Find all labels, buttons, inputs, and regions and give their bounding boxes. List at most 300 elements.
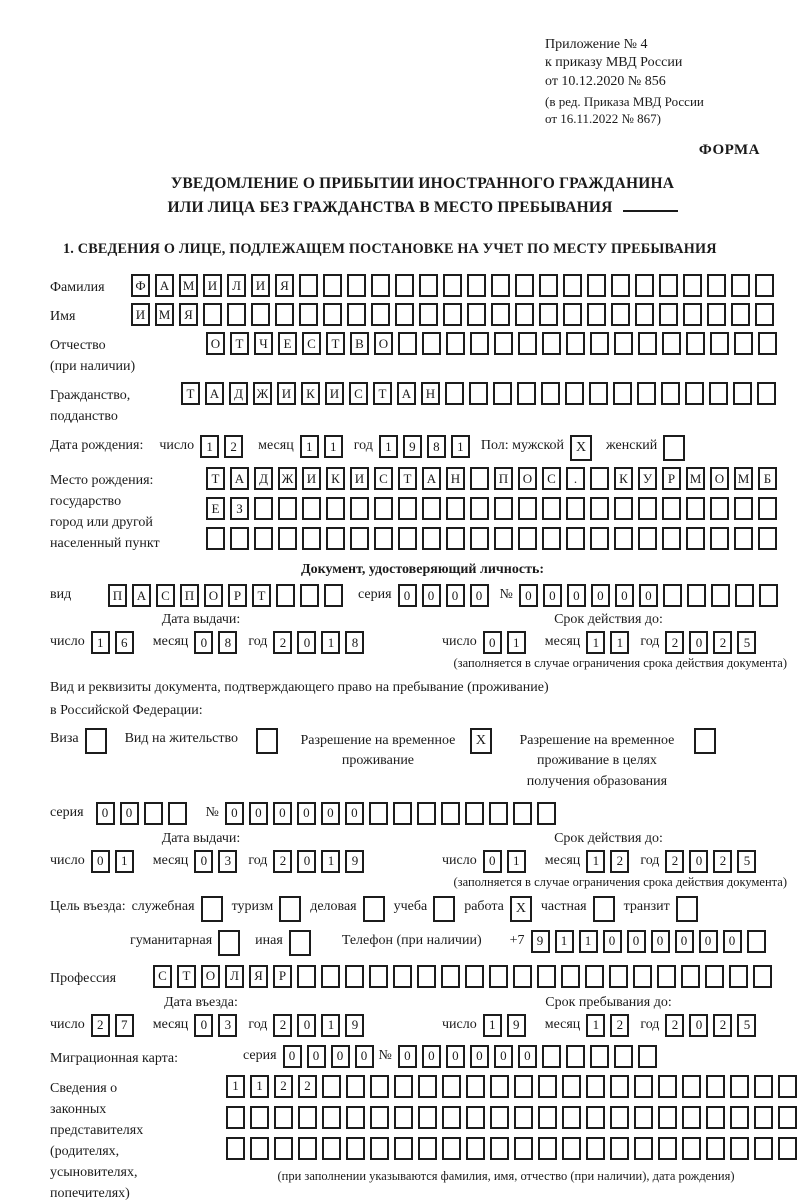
char-cell[interactable] bbox=[347, 274, 366, 297]
char-cell[interactable] bbox=[445, 382, 464, 405]
char-cell[interactable]: 0 bbox=[283, 1045, 302, 1068]
char-cell[interactable] bbox=[417, 965, 436, 988]
char-cell[interactable] bbox=[658, 1106, 677, 1129]
char-cell[interactable] bbox=[587, 303, 606, 326]
char-cell[interactable] bbox=[442, 1075, 461, 1098]
char-cell[interactable]: 0 bbox=[675, 930, 694, 953]
char-cell[interactable] bbox=[659, 303, 678, 326]
purpose-transit-checkbox[interactable] bbox=[676, 896, 698, 922]
char-cell[interactable] bbox=[589, 382, 608, 405]
char-cell[interactable]: 0 bbox=[297, 850, 316, 873]
char-cell[interactable]: Ж bbox=[253, 382, 272, 405]
sex-female-checkbox[interactable] bbox=[663, 435, 685, 461]
char-cell[interactable] bbox=[418, 1075, 437, 1098]
char-cell[interactable]: 2 bbox=[665, 631, 684, 654]
char-cell[interactable] bbox=[441, 965, 460, 988]
char-cell[interactable]: 1 bbox=[586, 1014, 605, 1037]
char-cell[interactable] bbox=[566, 332, 585, 355]
char-cell[interactable] bbox=[517, 382, 536, 405]
char-cell[interactable] bbox=[513, 802, 532, 825]
char-cell[interactable] bbox=[635, 303, 654, 326]
char-cell[interactable] bbox=[590, 497, 609, 520]
char-cell[interactable]: 2 bbox=[610, 1014, 629, 1037]
char-cell[interactable]: 9 bbox=[531, 930, 550, 953]
char-cell[interactable]: 0 bbox=[567, 584, 586, 607]
char-cell[interactable] bbox=[442, 1137, 461, 1160]
char-cell[interactable]: 0 bbox=[699, 930, 718, 953]
char-cell[interactable]: 0 bbox=[446, 1045, 465, 1068]
char-cell[interactable]: 0 bbox=[543, 584, 562, 607]
char-cell[interactable]: 0 bbox=[297, 802, 316, 825]
char-cell[interactable]: 3 bbox=[218, 1014, 237, 1037]
char-cell[interactable]: 1 bbox=[483, 1014, 502, 1037]
char-cell[interactable]: И bbox=[325, 382, 344, 405]
char-cell[interactable]: О bbox=[710, 467, 729, 490]
residence-permit-checkbox[interactable] bbox=[256, 728, 278, 754]
char-cell[interactable] bbox=[446, 497, 465, 520]
char-cell[interactable]: С bbox=[153, 965, 172, 988]
char-cell[interactable] bbox=[422, 527, 441, 550]
char-cell[interactable]: 0 bbox=[422, 1045, 441, 1068]
char-cell[interactable]: 0 bbox=[615, 584, 634, 607]
char-cell[interactable] bbox=[467, 274, 486, 297]
char-cell[interactable] bbox=[302, 497, 321, 520]
char-cell[interactable] bbox=[298, 1137, 317, 1160]
char-cell[interactable]: 2 bbox=[273, 631, 292, 654]
char-cell[interactable]: Ф bbox=[131, 274, 150, 297]
char-cell[interactable] bbox=[537, 802, 556, 825]
char-cell[interactable]: М bbox=[734, 467, 753, 490]
char-cell[interactable]: 0 bbox=[519, 584, 538, 607]
char-cell[interactable]: 2 bbox=[273, 1014, 292, 1037]
char-cell[interactable] bbox=[417, 802, 436, 825]
char-cell[interactable]: В bbox=[350, 332, 369, 355]
char-cell[interactable] bbox=[346, 1106, 365, 1129]
char-cell[interactable] bbox=[663, 584, 682, 607]
char-cell[interactable]: И bbox=[350, 467, 369, 490]
char-cell[interactable]: 2 bbox=[713, 850, 732, 873]
char-cell[interactable] bbox=[731, 303, 750, 326]
char-cell[interactable]: 6 bbox=[115, 631, 134, 654]
char-cell[interactable]: А bbox=[397, 382, 416, 405]
char-cell[interactable] bbox=[299, 274, 318, 297]
char-cell[interactable]: С bbox=[349, 382, 368, 405]
char-cell[interactable] bbox=[687, 584, 706, 607]
char-cell[interactable] bbox=[514, 1137, 533, 1160]
char-cell[interactable] bbox=[778, 1075, 797, 1098]
char-cell[interactable]: И bbox=[277, 382, 296, 405]
char-cell[interactable] bbox=[538, 1137, 557, 1160]
char-cell[interactable] bbox=[754, 1137, 773, 1160]
char-cell[interactable] bbox=[539, 274, 558, 297]
char-cell[interactable] bbox=[614, 1045, 633, 1068]
char-cell[interactable] bbox=[614, 332, 633, 355]
char-cell[interactable]: 0 bbox=[651, 930, 670, 953]
char-cell[interactable] bbox=[685, 382, 704, 405]
char-cell[interactable] bbox=[734, 497, 753, 520]
char-cell[interactable] bbox=[230, 527, 249, 550]
char-cell[interactable]: 1 bbox=[91, 631, 110, 654]
char-cell[interactable]: Т bbox=[206, 467, 225, 490]
char-cell[interactable]: 0 bbox=[446, 584, 465, 607]
char-cell[interactable]: 8 bbox=[345, 631, 364, 654]
char-cell[interactable] bbox=[753, 965, 772, 988]
char-cell[interactable]: О bbox=[204, 584, 223, 607]
char-cell[interactable] bbox=[686, 497, 705, 520]
char-cell[interactable]: 2 bbox=[665, 1014, 684, 1037]
char-cell[interactable] bbox=[371, 274, 390, 297]
char-cell[interactable]: 1 bbox=[321, 850, 340, 873]
char-cell[interactable] bbox=[541, 382, 560, 405]
purpose-other-checkbox[interactable] bbox=[289, 930, 311, 956]
char-cell[interactable] bbox=[323, 303, 342, 326]
char-cell[interactable]: З bbox=[230, 497, 249, 520]
char-cell[interactable]: 8 bbox=[218, 631, 237, 654]
char-cell[interactable] bbox=[707, 303, 726, 326]
char-cell[interactable] bbox=[168, 802, 187, 825]
char-cell[interactable] bbox=[394, 1075, 413, 1098]
char-cell[interactable] bbox=[494, 332, 513, 355]
char-cell[interactable] bbox=[758, 332, 777, 355]
char-cell[interactable]: 0 bbox=[591, 584, 610, 607]
char-cell[interactable] bbox=[321, 965, 340, 988]
char-cell[interactable]: С bbox=[156, 584, 175, 607]
char-cell[interactable]: О bbox=[201, 965, 220, 988]
char-cell[interactable] bbox=[634, 1106, 653, 1129]
char-cell[interactable] bbox=[586, 1075, 605, 1098]
purpose-humanitarian-checkbox[interactable] bbox=[218, 930, 240, 956]
char-cell[interactable] bbox=[374, 527, 393, 550]
char-cell[interactable]: П bbox=[108, 584, 127, 607]
char-cell[interactable]: 0 bbox=[470, 1045, 489, 1068]
char-cell[interactable]: Я bbox=[249, 965, 268, 988]
char-cell[interactable]: О bbox=[518, 467, 537, 490]
char-cell[interactable]: 0 bbox=[273, 802, 292, 825]
char-cell[interactable] bbox=[514, 1075, 533, 1098]
char-cell[interactable] bbox=[346, 1075, 365, 1098]
char-cell[interactable]: Т bbox=[252, 584, 271, 607]
char-cell[interactable]: 0 bbox=[398, 1045, 417, 1068]
char-cell[interactable] bbox=[539, 303, 558, 326]
char-cell[interactable] bbox=[562, 1137, 581, 1160]
char-cell[interactable]: 2 bbox=[665, 850, 684, 873]
char-cell[interactable] bbox=[633, 965, 652, 988]
char-cell[interactable]: 0 bbox=[470, 584, 489, 607]
char-cell[interactable]: 1 bbox=[451, 435, 470, 458]
char-cell[interactable]: Р bbox=[662, 467, 681, 490]
char-cell[interactable] bbox=[395, 274, 414, 297]
char-cell[interactable] bbox=[298, 1106, 317, 1129]
char-cell[interactable] bbox=[683, 303, 702, 326]
char-cell[interactable]: 1 bbox=[115, 850, 134, 873]
char-cell[interactable] bbox=[278, 497, 297, 520]
char-cell[interactable] bbox=[538, 1075, 557, 1098]
char-cell[interactable]: 0 bbox=[398, 584, 417, 607]
char-cell[interactable]: 0 bbox=[321, 802, 340, 825]
char-cell[interactable] bbox=[586, 1137, 605, 1160]
visa-checkbox[interactable] bbox=[85, 728, 107, 754]
char-cell[interactable]: А bbox=[205, 382, 224, 405]
char-cell[interactable] bbox=[755, 274, 774, 297]
char-cell[interactable] bbox=[370, 1137, 389, 1160]
char-cell[interactable]: 0 bbox=[345, 802, 364, 825]
char-cell[interactable] bbox=[422, 332, 441, 355]
char-cell[interactable]: Я bbox=[179, 303, 198, 326]
char-cell[interactable] bbox=[518, 527, 537, 550]
char-cell[interactable] bbox=[706, 1137, 725, 1160]
char-cell[interactable] bbox=[710, 332, 729, 355]
char-cell[interactable] bbox=[322, 1075, 341, 1098]
char-cell[interactable] bbox=[422, 497, 441, 520]
char-cell[interactable]: Ч bbox=[254, 332, 273, 355]
char-cell[interactable]: 9 bbox=[345, 850, 364, 873]
char-cell[interactable]: К bbox=[614, 467, 633, 490]
char-cell[interactable] bbox=[538, 1106, 557, 1129]
char-cell[interactable] bbox=[323, 274, 342, 297]
char-cell[interactable] bbox=[658, 1137, 677, 1160]
char-cell[interactable]: . bbox=[566, 467, 585, 490]
char-cell[interactable] bbox=[542, 332, 561, 355]
char-cell[interactable]: 0 bbox=[194, 631, 213, 654]
char-cell[interactable] bbox=[706, 1075, 725, 1098]
char-cell[interactable] bbox=[711, 584, 730, 607]
char-cell[interactable] bbox=[515, 274, 534, 297]
char-cell[interactable]: Б bbox=[758, 467, 777, 490]
char-cell[interactable]: 0 bbox=[91, 850, 110, 873]
char-cell[interactable] bbox=[489, 802, 508, 825]
char-cell[interactable]: 2 bbox=[91, 1014, 110, 1037]
char-cell[interactable] bbox=[681, 965, 700, 988]
char-cell[interactable] bbox=[254, 527, 273, 550]
char-cell[interactable]: 1 bbox=[324, 435, 343, 458]
char-cell[interactable]: Л bbox=[225, 965, 244, 988]
char-cell[interactable]: 0 bbox=[307, 1045, 326, 1068]
char-cell[interactable]: 0 bbox=[639, 584, 658, 607]
char-cell[interactable] bbox=[638, 497, 657, 520]
char-cell[interactable] bbox=[275, 303, 294, 326]
char-cell[interactable] bbox=[518, 497, 537, 520]
char-cell[interactable] bbox=[662, 497, 681, 520]
char-cell[interactable] bbox=[682, 1075, 701, 1098]
char-cell[interactable] bbox=[587, 274, 606, 297]
sex-male-checkbox[interactable]: X bbox=[570, 435, 592, 461]
char-cell[interactable] bbox=[709, 382, 728, 405]
char-cell[interactable]: 9 bbox=[403, 435, 422, 458]
char-cell[interactable]: М bbox=[155, 303, 174, 326]
char-cell[interactable]: 1 bbox=[226, 1075, 245, 1098]
char-cell[interactable]: 5 bbox=[737, 631, 756, 654]
char-cell[interactable]: 5 bbox=[737, 850, 756, 873]
char-cell[interactable] bbox=[733, 382, 752, 405]
char-cell[interactable] bbox=[345, 965, 364, 988]
char-cell[interactable]: 0 bbox=[194, 1014, 213, 1037]
char-cell[interactable] bbox=[443, 274, 462, 297]
char-cell[interactable]: 0 bbox=[518, 1045, 537, 1068]
char-cell[interactable] bbox=[662, 332, 681, 355]
char-cell[interactable] bbox=[638, 332, 657, 355]
char-cell[interactable]: 1 bbox=[250, 1075, 269, 1098]
char-cell[interactable] bbox=[470, 497, 489, 520]
char-cell[interactable]: 0 bbox=[689, 850, 708, 873]
char-cell[interactable] bbox=[442, 1106, 461, 1129]
char-cell[interactable] bbox=[276, 584, 295, 607]
char-cell[interactable] bbox=[662, 527, 681, 550]
char-cell[interactable]: 1 bbox=[586, 631, 605, 654]
char-cell[interactable] bbox=[446, 332, 465, 355]
char-cell[interactable] bbox=[470, 527, 489, 550]
char-cell[interactable] bbox=[566, 1045, 585, 1068]
char-cell[interactable]: 0 bbox=[194, 850, 213, 873]
char-cell[interactable] bbox=[734, 332, 753, 355]
char-cell[interactable] bbox=[730, 1075, 749, 1098]
char-cell[interactable] bbox=[326, 527, 345, 550]
char-cell[interactable]: 5 bbox=[737, 1014, 756, 1037]
purpose-private-checkbox[interactable] bbox=[593, 896, 615, 922]
char-cell[interactable]: Я bbox=[275, 274, 294, 297]
char-cell[interactable]: 0 bbox=[627, 930, 646, 953]
char-cell[interactable]: 0 bbox=[603, 930, 622, 953]
char-cell[interactable] bbox=[735, 584, 754, 607]
char-cell[interactable] bbox=[682, 1106, 701, 1129]
char-cell[interactable] bbox=[494, 497, 513, 520]
char-cell[interactable] bbox=[203, 303, 222, 326]
char-cell[interactable] bbox=[418, 1137, 437, 1160]
char-cell[interactable] bbox=[514, 1106, 533, 1129]
char-cell[interactable]: Т bbox=[230, 332, 249, 355]
char-cell[interactable]: 0 bbox=[689, 631, 708, 654]
char-cell[interactable] bbox=[734, 527, 753, 550]
char-cell[interactable] bbox=[322, 1137, 341, 1160]
char-cell[interactable]: 0 bbox=[331, 1045, 350, 1068]
char-cell[interactable] bbox=[610, 1137, 629, 1160]
char-cell[interactable] bbox=[686, 332, 705, 355]
char-cell[interactable] bbox=[706, 1106, 725, 1129]
char-cell[interactable] bbox=[659, 274, 678, 297]
char-cell[interactable] bbox=[778, 1137, 797, 1160]
char-cell[interactable] bbox=[614, 497, 633, 520]
char-cell[interactable] bbox=[324, 584, 343, 607]
char-cell[interactable] bbox=[563, 274, 582, 297]
char-cell[interactable] bbox=[613, 382, 632, 405]
char-cell[interactable] bbox=[398, 497, 417, 520]
char-cell[interactable] bbox=[274, 1106, 293, 1129]
char-cell[interactable] bbox=[754, 1106, 773, 1129]
char-cell[interactable] bbox=[369, 965, 388, 988]
char-cell[interactable]: 2 bbox=[610, 850, 629, 873]
char-cell[interactable] bbox=[614, 527, 633, 550]
char-cell[interactable] bbox=[686, 527, 705, 550]
char-cell[interactable] bbox=[469, 382, 488, 405]
char-cell[interactable] bbox=[561, 965, 580, 988]
char-cell[interactable] bbox=[585, 965, 604, 988]
char-cell[interactable]: 8 bbox=[427, 435, 446, 458]
char-cell[interactable]: А bbox=[132, 584, 151, 607]
char-cell[interactable] bbox=[418, 1106, 437, 1129]
char-cell[interactable]: 1 bbox=[586, 850, 605, 873]
char-cell[interactable] bbox=[326, 497, 345, 520]
char-cell[interactable]: Н bbox=[446, 467, 465, 490]
char-cell[interactable]: Н bbox=[421, 382, 440, 405]
char-cell[interactable] bbox=[441, 802, 460, 825]
char-cell[interactable] bbox=[542, 497, 561, 520]
char-cell[interactable] bbox=[638, 527, 657, 550]
char-cell[interactable]: 7 bbox=[115, 1014, 134, 1037]
char-cell[interactable] bbox=[254, 497, 273, 520]
char-cell[interactable] bbox=[758, 527, 777, 550]
char-cell[interactable] bbox=[489, 965, 508, 988]
char-cell[interactable] bbox=[590, 1045, 609, 1068]
char-cell[interactable]: 9 bbox=[507, 1014, 526, 1037]
char-cell[interactable]: 1 bbox=[507, 631, 526, 654]
char-cell[interactable]: 0 bbox=[689, 1014, 708, 1037]
char-cell[interactable] bbox=[542, 527, 561, 550]
char-cell[interactable] bbox=[658, 1075, 677, 1098]
char-cell[interactable] bbox=[491, 274, 510, 297]
char-cell[interactable] bbox=[563, 303, 582, 326]
char-cell[interactable] bbox=[562, 1075, 581, 1098]
char-cell[interactable]: 0 bbox=[483, 631, 502, 654]
char-cell[interactable]: И bbox=[131, 303, 150, 326]
char-cell[interactable]: 1 bbox=[321, 1014, 340, 1037]
char-cell[interactable]: Д bbox=[254, 467, 273, 490]
char-cell[interactable]: 2 bbox=[713, 1014, 732, 1037]
char-cell[interactable] bbox=[226, 1106, 245, 1129]
char-cell[interactable] bbox=[490, 1106, 509, 1129]
char-cell[interactable]: 1 bbox=[555, 930, 574, 953]
char-cell[interactable] bbox=[657, 965, 676, 988]
char-cell[interactable] bbox=[297, 965, 316, 988]
char-cell[interactable] bbox=[634, 1137, 653, 1160]
char-cell[interactable] bbox=[278, 527, 297, 550]
purpose-work-checkbox[interactable]: X bbox=[510, 896, 532, 922]
char-cell[interactable] bbox=[443, 303, 462, 326]
char-cell[interactable] bbox=[300, 584, 319, 607]
char-cell[interactable] bbox=[635, 274, 654, 297]
char-cell[interactable]: С bbox=[542, 467, 561, 490]
char-cell[interactable]: 9 bbox=[345, 1014, 364, 1037]
char-cell[interactable]: Е bbox=[278, 332, 297, 355]
char-cell[interactable] bbox=[590, 332, 609, 355]
char-cell[interactable]: С bbox=[374, 467, 393, 490]
char-cell[interactable] bbox=[542, 1045, 561, 1068]
char-cell[interactable]: 2 bbox=[224, 435, 243, 458]
char-cell[interactable] bbox=[393, 965, 412, 988]
char-cell[interactable]: 0 bbox=[355, 1045, 374, 1068]
char-cell[interactable]: Т bbox=[181, 382, 200, 405]
char-cell[interactable] bbox=[446, 527, 465, 550]
char-cell[interactable]: 0 bbox=[483, 850, 502, 873]
char-cell[interactable] bbox=[757, 382, 776, 405]
char-cell[interactable] bbox=[419, 274, 438, 297]
char-cell[interactable]: 3 bbox=[218, 850, 237, 873]
char-cell[interactable] bbox=[419, 303, 438, 326]
char-cell[interactable]: 1 bbox=[579, 930, 598, 953]
char-cell[interactable]: Р bbox=[228, 584, 247, 607]
char-cell[interactable] bbox=[490, 1075, 509, 1098]
char-cell[interactable]: 0 bbox=[249, 802, 268, 825]
char-cell[interactable] bbox=[610, 1075, 629, 1098]
char-cell[interactable] bbox=[637, 382, 656, 405]
char-cell[interactable] bbox=[398, 332, 417, 355]
char-cell[interactable] bbox=[710, 497, 729, 520]
char-cell[interactable] bbox=[491, 303, 510, 326]
char-cell[interactable]: С bbox=[302, 332, 321, 355]
char-cell[interactable]: 0 bbox=[494, 1045, 513, 1068]
char-cell[interactable] bbox=[226, 1137, 245, 1160]
char-cell[interactable] bbox=[250, 1106, 269, 1129]
char-cell[interactable] bbox=[730, 1106, 749, 1129]
char-cell[interactable]: О bbox=[206, 332, 225, 355]
